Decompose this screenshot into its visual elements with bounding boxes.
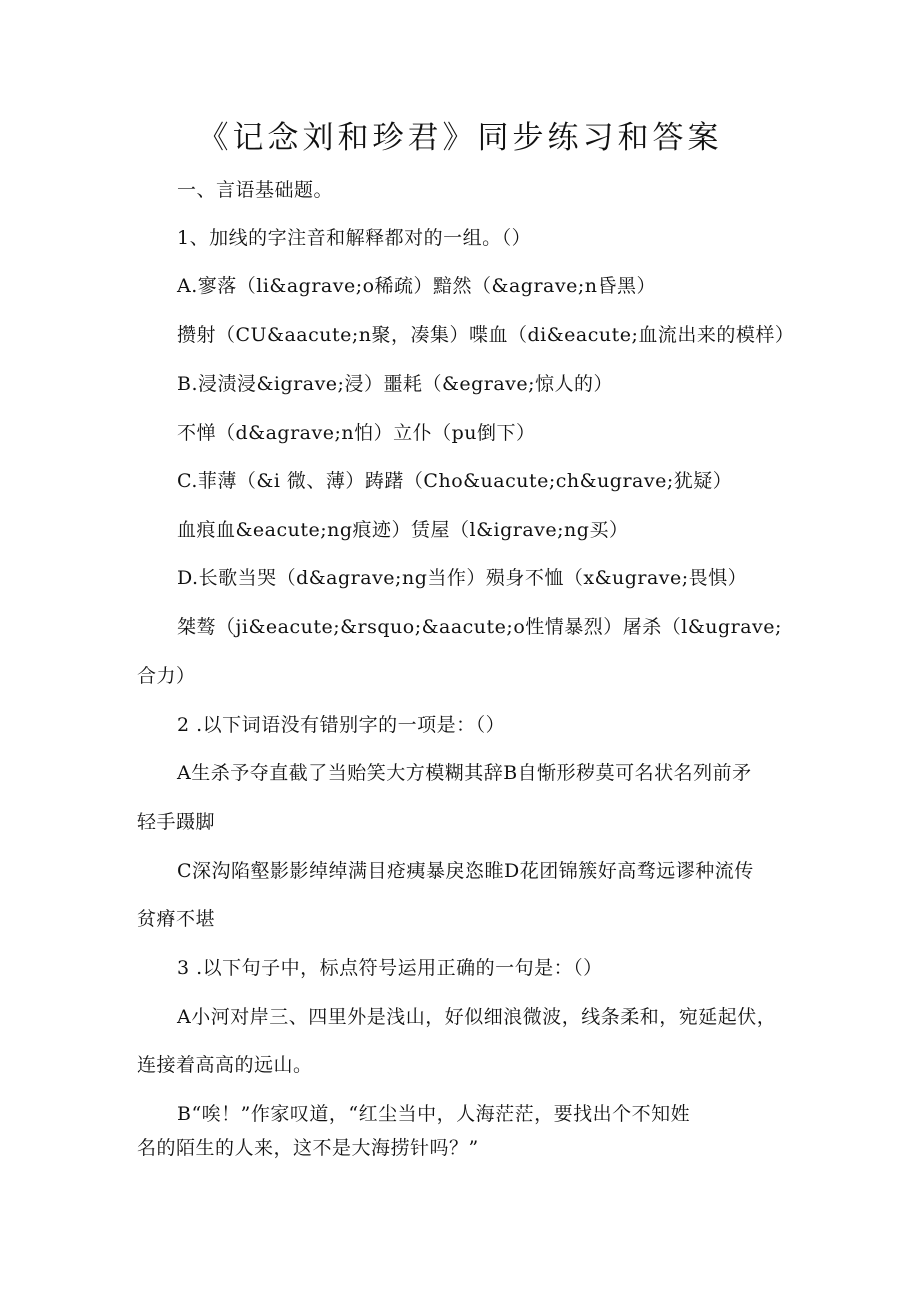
question-3-b-line-2: 名的陌生的人来，这不是大海捞针吗？” [137,1137,479,1159]
option-d-line-2: 桀骜（ji&eacute;&rsquo;&aacute;o性情暴烈）屠杀（l&ugrave; [177,616,782,638]
question-3-b-line-1: B“唉！”作家叹道，“红尘当中，人海茫茫，要找出个不知姓 [177,1103,691,1125]
question-2-cd-line-2: 贫瘠不堪 [137,908,216,930]
section-heading: 一、言语基础题。 [177,179,334,201]
question-1: 1、加线的字注音和解释都对的一组。（） [177,227,532,249]
option-c-line-2: 血痕血&eacute;ng痕迹）赁屋（l&igrave;ng买） [177,519,629,541]
option-d-line-3: 合力） [137,665,196,687]
option-b-line-1: B.浸渍浸&igrave;浸）噩耗（&egrave;惊人的） [177,373,614,395]
question-2: 2 .以下词语没有错别字的一项是：（） [177,714,506,736]
question-3-a-line-2: 连接着高高的远山。 [137,1054,313,1076]
question-3-a-line-1: A小河对岸三、四里外是浅山，好似细浪微波，线条柔和，宛延起伏， [177,1006,777,1028]
question-3: 3 .以下句子中，标点符号运用正确的一句是：（） [177,957,603,979]
option-b-line-2: 不惮（d&agrave;n怕）立仆（pu倒下） [177,422,536,444]
question-2-cd-line-1: C深沟陷壑影影绰绰满目疮痍暴戾恣睢D花团锦簇好高骛远谬种流传 [177,860,754,882]
question-2-ab-line-1: A生杀予夺直截了当贻笑大方模糊其辞B自惭形秽莫可名状名列前矛 [177,762,752,784]
document-title: 《记念刘和珍君》同步练习和答案 [197,120,723,156]
option-a-line-1: A.寥落（li&agrave;o稀疏）黯然（&agrave;n昏黑） [177,275,656,297]
option-a-line-2: 攒射（CU&aacute;n聚，凑集）喋血（di&eacute;血流出来的模样） [177,324,795,346]
question-2-ab-line-2: 轻手蹑脚 [137,811,216,833]
option-c-line-1: C.菲薄（&i 微、薄）踌躇（Cho&uacute;ch&ugrave;犹疑） [177,470,733,492]
option-d-line-1: D.长歌当哭（d&agrave;ng当作）殒身不恤（x&ugrave;畏惧） [177,567,748,589]
